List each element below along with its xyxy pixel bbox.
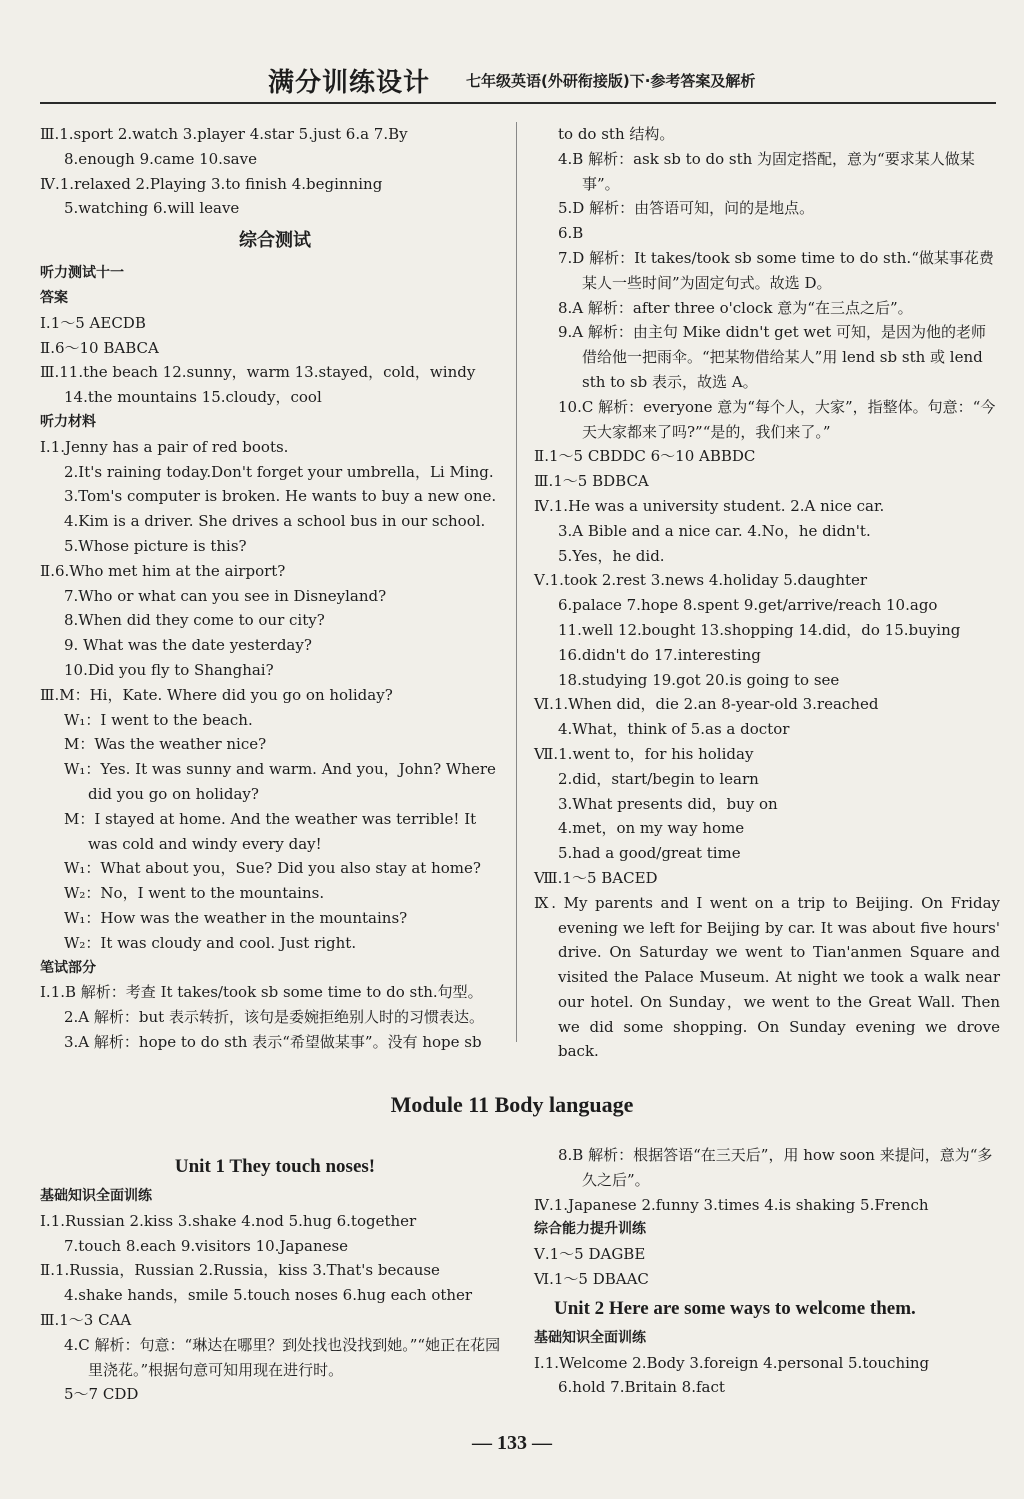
page-number: — 133 — xyxy=(472,1432,552,1454)
unit1-right-column xyxy=(534,1143,1000,1400)
answer-line: 7.D 解析：It takes/took sb some time to do sth.“做某事花费某人一些时间”为固定句式。故选 D。 xyxy=(558,248,994,292)
unit1-title: Unit 1 They touch noses! xyxy=(174,1156,376,1177)
answer-line: 6.palace 7.hope 8.spent 9.get/arrive/reach 10.ago xyxy=(558,596,938,615)
section-title: 综合测试 xyxy=(239,230,311,252)
answer-line: Ⅱ.6～10 BABCA xyxy=(40,338,159,357)
material-line: 2.It's raining today.Don't forget your umbrella，Li Ming. xyxy=(64,462,494,481)
answer-line: Ⅱ.1.Russia，Russian 2.Russia，kiss 3.That's because xyxy=(40,1261,440,1280)
left-column xyxy=(40,122,510,1055)
answer-line: 3.What presents did，buy on xyxy=(558,794,778,813)
answer-line: Ⅰ.1～5 AECDB xyxy=(40,313,146,332)
answer-line: 4.met，on my way home xyxy=(558,819,745,838)
page-header xyxy=(40,60,996,104)
unit2-title: Unit 2 Here are some ways to welcome them. xyxy=(554,1297,916,1319)
material-line: 4.Kim is a driver. She drives a school bus in our school. xyxy=(64,512,486,531)
answer-line: Ⅲ.1～3 CAA xyxy=(40,1310,132,1329)
answer-line: 5～7 CDD xyxy=(64,1385,139,1404)
material-line: 8.When did they come to our city? xyxy=(64,611,325,630)
answer-line: 6.B xyxy=(558,224,584,243)
answer-line: to do sth 结构。 xyxy=(558,125,675,143)
answer-line: 8.A 解析：after three o'clock 意为“在三点之后”。 xyxy=(558,298,913,317)
answer-line: 11.well 12.bought 13.shopping 14.did，do 15.buying xyxy=(558,620,961,639)
material-line: Ⅱ.6.Who met him at the airport? xyxy=(40,561,286,580)
answer-line: 10.C 解析：everyone 意为“每个人，大家”，指整体。句意：“今天大家都来了吗?”“是的，我们来了。” xyxy=(558,397,996,441)
listening-heading: 听力测试十一 xyxy=(40,265,124,282)
answer-line: 4.shake hands，smile 5.touch noses 6.hug each other xyxy=(64,1286,473,1305)
answer-line: 6.hold 7.Britain 8.fact xyxy=(558,1378,725,1397)
written-heading: 笔试部分 xyxy=(40,959,96,976)
answer-line: 4.What，think of 5.as a doctor xyxy=(558,720,790,739)
answer-line: Ⅵ.1～5 DBAAC xyxy=(534,1269,649,1288)
material-line: M：Was the weather nice? xyxy=(64,735,267,754)
column-divider xyxy=(516,122,517,1042)
composition-paragraph: Ⅸ. My parents and I went on a trip to Beijing. On Friday evening we left for Beijing by car. It was about five hours' drive. On Saturday we went to Tian'anmen Square and visited the Palace Museum. At night we took a walk near our hotel. On Sunday，we went to the Great Wall. Then we did some shopping. On Sunday evening we drove back. xyxy=(534,893,1000,1061)
written-line: 2.A 解析：but 表示转折，该句是委婉拒绝别人时的习惯表达。 xyxy=(64,1008,484,1027)
answer-line: 4.B 解析：ask sb to do sth 为固定搭配，意为“要求某人做某事”。 xyxy=(558,149,975,193)
book-subtitle: 七年级英语(外研衔接版)下·参考答案及解析 xyxy=(466,72,756,90)
material-line: W₂：It was cloudy and cool. Just right. xyxy=(64,933,357,952)
answer-line: Ⅲ.11.the beach 12.sunny，warm 13.stayed，cold，windy xyxy=(40,363,476,382)
book-brand: 满分训练设计 xyxy=(268,68,431,98)
module-title: Module 11 Body language xyxy=(390,1092,634,1117)
material-heading: 听力材料 xyxy=(40,413,96,430)
right-column xyxy=(534,122,1000,1064)
material-line: 3.Tom's computer is broken. He wants to buy a new one. xyxy=(64,487,497,506)
answer-line: 5.had a good/great time xyxy=(558,844,741,863)
written-line: 3.A 解析：hope to do sth 表示“希望做某事”。没有 hope sb xyxy=(64,1032,482,1051)
answer-line: Ⅴ.1～5 DAGBE xyxy=(534,1245,646,1264)
answer-line: 5.watching 6.will leave xyxy=(64,199,240,218)
material-line: W₁：I went to the beach. xyxy=(64,710,253,729)
answer-line: Ⅶ.1.went to，for his holiday xyxy=(534,744,754,763)
answer-line: 7.touch 8.each 9.visitors 10.Japanese xyxy=(64,1236,349,1255)
material-line: W₁：How was the weather in the mountains? xyxy=(64,908,408,927)
answer-line: 18.studying 19.got 20.is going to see xyxy=(558,670,840,689)
answer-line: Ⅳ.1.relaxed 2.Playing 3.to finish 4.beginning xyxy=(40,174,383,193)
answer-line: 3.A Bible and a nice car. 4.No，he didn't. xyxy=(558,521,871,540)
answer-line: 5.Yes，he did. xyxy=(558,546,665,565)
answer-line: 8.enough 9.came 10.save xyxy=(64,149,257,168)
answer-line: Ⅰ.1.Welcome 2.Body 3.foreign 4.personal 5.touching xyxy=(534,1353,930,1372)
answer-line: 16.didn't do 17.interesting xyxy=(558,645,761,664)
answer-line: Ⅵ.1.When did，die 2.an 8-year-old 3.reached xyxy=(534,695,879,714)
material-line: Ⅲ.M：Hi，Kate. Where did you go on holiday? xyxy=(40,685,393,704)
answer-line: 14.the mountains 15.cloudy，cool xyxy=(64,388,322,407)
ability-heading: 综合能力提升训练 xyxy=(534,1221,646,1238)
answer-line: Ⅳ.1.He was a university student. 2.A nice car. xyxy=(534,496,885,515)
answer-line: 2.did，start/begin to learn xyxy=(558,769,759,788)
answer-line: Ⅳ.1.Japanese 2.funny 3.times 4.is shaking 5.French xyxy=(534,1195,929,1214)
written-line: Ⅰ.1.B 解析：考查 It takes/took sb some time to do sth.句型。 xyxy=(40,983,483,1002)
answer-line: Ⅰ.1.Russian 2.kiss 3.shake 4.nod 5.hug 6.together xyxy=(40,1211,417,1230)
material-line: W₂：No，I went to the mountains. xyxy=(64,884,325,903)
answer-line: 8.B 解析：根据答语“在三天后”，用 how soon 来提问，意为“多久之后”。 xyxy=(558,1146,993,1189)
material-line: W₁：What about you，Sue? Did you also stay at home? xyxy=(64,859,481,878)
material-line: W₁：Yes. It was sunny and warm. And you，John? Where did you go on holiday? xyxy=(64,760,496,803)
material-line: 7.Who or what can you see in Disneyland? xyxy=(64,586,387,605)
material-line: 10.Did you fly to Shanghai? xyxy=(64,660,274,679)
answer-line: 4.C 解析：句意：“琳达在哪里？到处找也没找到她。”“她正在花园里浇花。”根据句意可知用现在进行时。 xyxy=(64,1335,501,1379)
answer-line: Ⅲ.1～5 BDBCA xyxy=(534,472,649,491)
basic-heading: 基础知识全面训练 xyxy=(40,1188,152,1204)
basic-heading: 基础知识全面训练 xyxy=(534,1329,646,1346)
answer-line: Ⅷ.1～5 BACED xyxy=(534,868,658,887)
unit1-left-column xyxy=(40,1150,510,1407)
answer-line: Ⅴ.1.took 2.rest 3.news 4.holiday 5.daughter xyxy=(534,571,868,590)
answer-line: 5.D 解析：由答语可知，问的是地点。 xyxy=(558,199,815,218)
answer-line: 9.A 解析：由主句 Mike didn't get wet 可知，是因为他的老师借给他一把雨伞。“把某物借给某人”用 lend sb sth 或 lend sth to sb 表示，故选 A。 xyxy=(558,323,986,391)
answer-heading: 答案 xyxy=(40,289,68,306)
material-line: 5.Whose picture is this? xyxy=(64,536,247,555)
material-line: 9. What was the date yesterday? xyxy=(64,636,312,655)
answer-line: Ⅱ.1～5 CBDDC 6～10 ABBDC xyxy=(534,447,756,466)
material-line: Ⅰ.1.Jenny has a pair of red boots. xyxy=(40,437,289,456)
material-line: M：I stayed at home. And the weather was terrible! It was cold and windy every day! xyxy=(64,809,477,853)
answer-line: Ⅲ.1.sport 2.watch 3.player 4.star 5.just 6.a 7.By xyxy=(40,125,408,143)
